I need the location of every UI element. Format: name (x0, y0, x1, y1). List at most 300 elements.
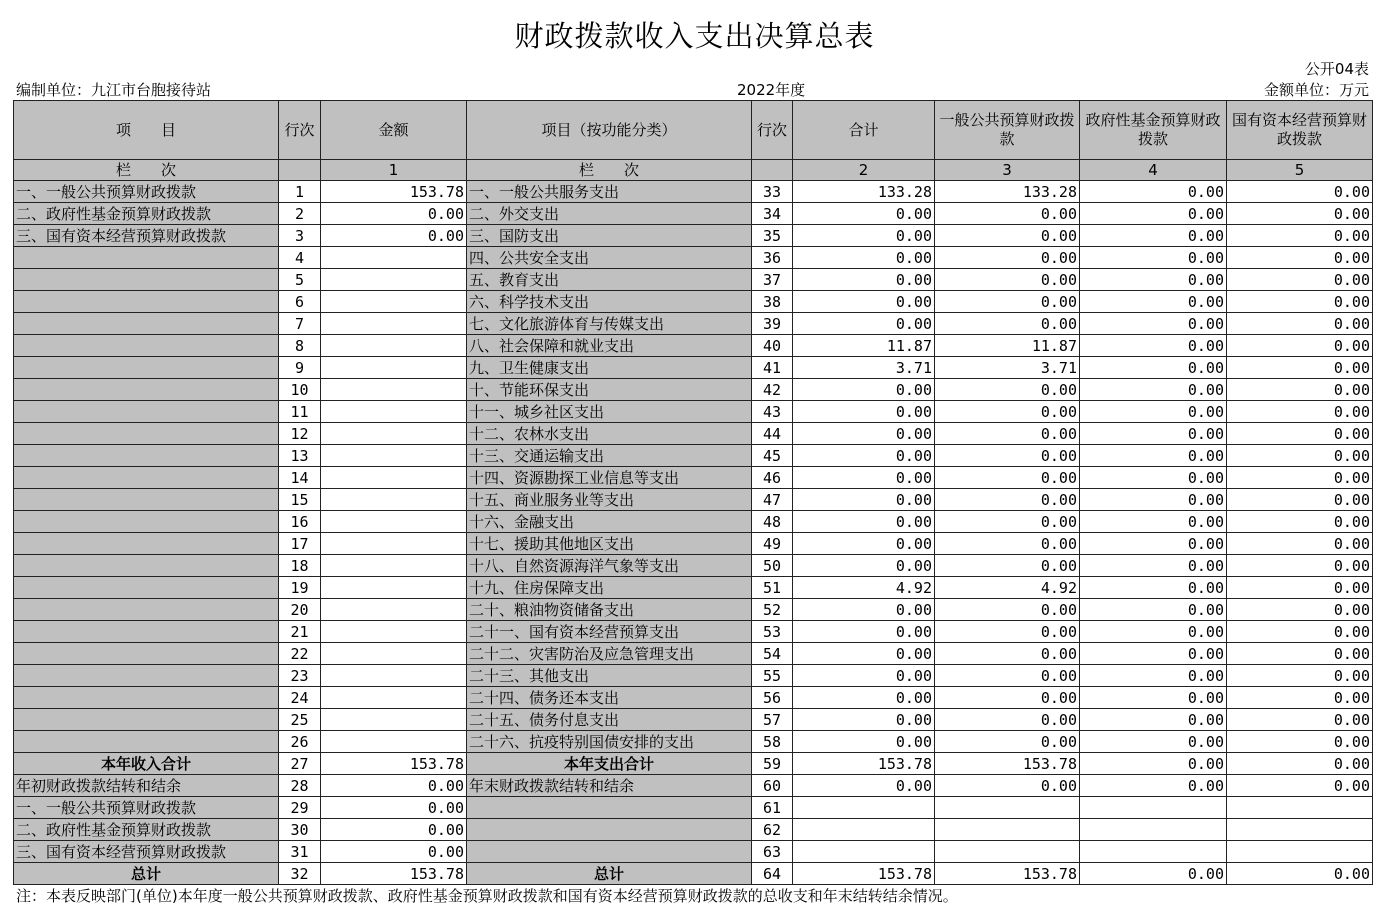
expense-line-no: 34 (752, 203, 793, 225)
income-item: 三、国有资本经营预算财政拨款 (14, 225, 279, 247)
expense-item: 二十二、灾害防治及应急管理支出 (467, 643, 752, 665)
expense-gov-fund: 0.00 (1080, 181, 1227, 203)
expense-gov-fund: 0.00 (1080, 555, 1227, 577)
income-item (14, 313, 279, 335)
income-line-no: 23 (279, 665, 321, 687)
income-line-no: 25 (279, 709, 321, 731)
expense-gov-fund: 0.00 (1080, 731, 1227, 753)
income-item (14, 599, 279, 621)
expense-line-no: 33 (752, 181, 793, 203)
expense-state-capital: 0.00 (1227, 687, 1373, 709)
expense-item: 七、文化旅游体育与传媒支出 (467, 313, 752, 335)
income-item: 二、政府性基金预算财政拨款 (14, 819, 279, 841)
income-amount (321, 511, 467, 533)
carry-detail-row (14, 819, 1373, 841)
expense-general: 0.00 (935, 687, 1080, 709)
expense-gov-fund: 0.00 (1080, 643, 1227, 665)
expense-item: 二十、粮油物资储备支出 (467, 599, 752, 621)
expense-line-no: 45 (752, 445, 793, 467)
income-amount (321, 335, 467, 357)
expense-state-capital: 0.00 (1227, 731, 1373, 753)
income-item (14, 643, 279, 665)
income-line-no: 18 (279, 555, 321, 577)
expense-general: 153.78 (935, 753, 1080, 775)
expense-general: 0.00 (935, 247, 1080, 269)
expense-gov-fund: 0.00 (1080, 753, 1227, 775)
expense-gov-fund: 0.00 (1080, 489, 1227, 511)
expense-item (467, 841, 752, 863)
expense-total: 0.00 (793, 775, 935, 797)
expense-gov-fund: 0.00 (1080, 379, 1227, 401)
table-row (14, 599, 1373, 621)
table-row (14, 467, 1373, 489)
income-line-no: 5 (279, 269, 321, 291)
expense-state-capital: 0.00 (1227, 775, 1373, 797)
income-line-no: 11 (279, 401, 321, 423)
expense-gov-fund: 0.00 (1080, 225, 1227, 247)
income-line-no: 12 (279, 423, 321, 445)
header-item-func: 项目（按功能分类） (467, 101, 752, 160)
income-amount (321, 665, 467, 687)
income-line-no: 26 (279, 731, 321, 753)
income-amount (321, 467, 467, 489)
expense-state-capital (1227, 841, 1373, 863)
expense-line-no: 57 (752, 709, 793, 731)
expense-item: 二十一、国有资本经营预算支出 (467, 621, 752, 643)
expense-total: 0.00 (793, 599, 935, 621)
income-item (14, 247, 279, 269)
expense-gov-fund: 0.00 (1080, 511, 1227, 533)
expense-state-capital: 0.00 (1227, 467, 1373, 489)
table-row (14, 731, 1373, 753)
expense-general: 0.00 (935, 533, 1080, 555)
income-item (14, 511, 279, 533)
income-amount (321, 577, 467, 599)
expense-general: 0.00 (935, 203, 1080, 225)
expense-state-capital: 0.00 (1227, 269, 1373, 291)
income-item: 三、国有资本经营预算财政拨款 (14, 841, 279, 863)
income-amount (321, 599, 467, 621)
expense-total: 0.00 (793, 467, 935, 489)
expense-general (935, 797, 1080, 819)
expense-line-no: 49 (752, 533, 793, 555)
expense-total: 133.28 (793, 181, 935, 203)
col-blank (752, 160, 793, 181)
expense-item: 十一、城乡社区支出 (467, 401, 752, 423)
table-row (14, 247, 1373, 269)
expense-total: 0.00 (793, 489, 935, 511)
expense-gov-fund: 0.00 (1080, 863, 1227, 885)
expense-item: 五、教育支出 (467, 269, 752, 291)
expense-general: 0.00 (935, 489, 1080, 511)
expense-general: 0.00 (935, 731, 1080, 753)
income-amount (321, 313, 467, 335)
table-row (14, 621, 1373, 643)
expense-gov-fund: 0.00 (1080, 357, 1227, 379)
expense-total: 0.00 (793, 313, 935, 335)
col-label-left: 栏 次 (14, 160, 279, 181)
expense-item: 本年支出合计 (467, 753, 752, 775)
income-item (14, 731, 279, 753)
income-item (14, 401, 279, 423)
expense-item: 八、社会保障和就业支出 (467, 335, 752, 357)
expense-total: 0.00 (793, 511, 935, 533)
column-number-row (14, 160, 1373, 181)
expense-state-capital: 0.00 (1227, 555, 1373, 577)
income-line-no: 10 (279, 379, 321, 401)
expense-total: 0.00 (793, 665, 935, 687)
income-amount (321, 489, 467, 511)
expense-gov-fund: 0.00 (1080, 775, 1227, 797)
expense-state-capital: 0.00 (1227, 423, 1373, 445)
income-line-no: 14 (279, 467, 321, 489)
expense-item: 二十六、抗疫特别国债安排的支出 (467, 731, 752, 753)
table-row (14, 577, 1373, 599)
income-line-no: 16 (279, 511, 321, 533)
income-amount (321, 731, 467, 753)
expense-total: 0.00 (793, 643, 935, 665)
carry-detail-row (14, 841, 1373, 863)
income-amount (321, 423, 467, 445)
expense-total: 0.00 (793, 379, 935, 401)
income-amount: 0.00 (321, 819, 467, 841)
expense-item: 九、卫生健康支出 (467, 357, 752, 379)
expense-general: 3.71 (935, 357, 1080, 379)
expense-general: 0.00 (935, 599, 1080, 621)
income-item (14, 577, 279, 599)
table-row (14, 423, 1373, 445)
header-row (14, 101, 1373, 160)
expense-total: 0.00 (793, 291, 935, 313)
expense-line-no: 60 (752, 775, 793, 797)
table-row (14, 225, 1373, 247)
table-row (14, 379, 1373, 401)
income-line-no: 29 (279, 797, 321, 819)
expense-total: 0.00 (793, 423, 935, 445)
table-row (14, 335, 1373, 357)
grand-total-row (14, 863, 1373, 885)
expense-item: 二、外交支出 (467, 203, 752, 225)
expense-line-no: 64 (752, 863, 793, 885)
expense-item: 十六、金融支出 (467, 511, 752, 533)
expense-total (793, 841, 935, 863)
expense-line-no: 61 (752, 797, 793, 819)
expense-state-capital: 0.00 (1227, 247, 1373, 269)
income-amount (321, 687, 467, 709)
income-line-no: 15 (279, 489, 321, 511)
expense-item: 十四、资源勘探工业信息等支出 (467, 467, 752, 489)
expense-state-capital: 0.00 (1227, 533, 1373, 555)
expense-line-no: 37 (752, 269, 793, 291)
income-amount (321, 555, 467, 577)
expense-gov-fund: 0.00 (1080, 599, 1227, 621)
expense-gov-fund: 0.00 (1080, 423, 1227, 445)
income-amount (321, 357, 467, 379)
income-item (14, 467, 279, 489)
income-item (14, 665, 279, 687)
expense-general: 0.00 (935, 511, 1080, 533)
col-blank (279, 160, 321, 181)
expense-state-capital: 0.00 (1227, 445, 1373, 467)
expense-gov-fund: 0.00 (1080, 335, 1227, 357)
header-amount: 金额 (321, 101, 467, 160)
income-line-no: 20 (279, 599, 321, 621)
expense-total: 0.00 (793, 621, 935, 643)
expense-general (935, 841, 1080, 863)
expense-state-capital: 0.00 (1227, 621, 1373, 643)
table-row (14, 181, 1373, 203)
expense-line-no: 59 (752, 753, 793, 775)
income-amount (321, 269, 467, 291)
income-line-no: 3 (279, 225, 321, 247)
header-general: 一般公共预算财政拨款 (935, 101, 1080, 160)
expense-gov-fund: 0.00 (1080, 687, 1227, 709)
expense-general: 0.00 (935, 643, 1080, 665)
income-item (14, 269, 279, 291)
income-line-no: 19 (279, 577, 321, 599)
expense-line-no: 42 (752, 379, 793, 401)
expense-line-no: 41 (752, 357, 793, 379)
col-label-right: 栏 次 (467, 160, 752, 181)
table-row (14, 665, 1373, 687)
expense-state-capital: 0.00 (1227, 203, 1373, 225)
income-line-no: 21 (279, 621, 321, 643)
expense-line-no: 39 (752, 313, 793, 335)
income-item: 本年收入合计 (14, 753, 279, 775)
expense-line-no: 46 (752, 467, 793, 489)
income-line-no: 7 (279, 313, 321, 335)
expense-gov-fund: 0.00 (1080, 269, 1227, 291)
expense-state-capital: 0.00 (1227, 401, 1373, 423)
income-amount: 0.00 (321, 797, 467, 819)
income-amount: 0.00 (321, 841, 467, 863)
income-item (14, 357, 279, 379)
table-row (14, 445, 1373, 467)
income-item (14, 687, 279, 709)
table-row (14, 269, 1373, 291)
expense-line-no: 48 (752, 511, 793, 533)
expense-general: 153.78 (935, 863, 1080, 885)
expense-state-capital: 0.00 (1227, 511, 1373, 533)
table-row (14, 533, 1373, 555)
expense-state-capital: 0.00 (1227, 225, 1373, 247)
expense-general: 0.00 (935, 665, 1080, 687)
form-number: 公开04表 (1304, 60, 1369, 78)
expense-state-capital: 0.00 (1227, 291, 1373, 313)
income-item: 二、政府性基金预算财政拨款 (14, 203, 279, 225)
expense-general: 0.00 (935, 291, 1080, 313)
header-state-capital: 国有资本经营预算财政拨款 (1227, 101, 1373, 160)
income-item (14, 621, 279, 643)
expense-item: 二十四、债务还本支出 (467, 687, 752, 709)
expense-total: 0.00 (793, 401, 935, 423)
income-line-no: 6 (279, 291, 321, 313)
income-item: 一、一般公共预算财政拨款 (14, 797, 279, 819)
table-row (14, 555, 1373, 577)
expense-total: 0.00 (793, 445, 935, 467)
expense-state-capital: 0.00 (1227, 357, 1373, 379)
income-amount (321, 291, 467, 313)
income-item (14, 533, 279, 555)
expense-line-no: 36 (752, 247, 793, 269)
expense-line-no: 63 (752, 841, 793, 863)
income-line-no: 31 (279, 841, 321, 863)
expense-state-capital: 0.00 (1227, 181, 1373, 203)
expense-total: 153.78 (793, 863, 935, 885)
expense-line-no: 62 (752, 819, 793, 841)
income-line-no: 32 (279, 863, 321, 885)
expense-total: 11.87 (793, 335, 935, 357)
expense-general: 0.00 (935, 423, 1080, 445)
expense-general: 0.00 (935, 555, 1080, 577)
carry-row (14, 775, 1373, 797)
expense-line-no: 52 (752, 599, 793, 621)
income-amount (321, 401, 467, 423)
header-line2: 行次 (752, 101, 793, 160)
table-row (14, 489, 1373, 511)
expense-line-no: 38 (752, 291, 793, 313)
expense-item: 十七、援助其他地区支出 (467, 533, 752, 555)
expense-general: 0.00 (935, 225, 1080, 247)
expense-item: 十五、商业服务业等支出 (467, 489, 752, 511)
expense-state-capital: 0.00 (1227, 335, 1373, 357)
income-line-no: 17 (279, 533, 321, 555)
money-unit: 金额单位：万元 (1263, 81, 1369, 99)
income-amount (321, 247, 467, 269)
income-item: 一、一般公共预算财政拨款 (14, 181, 279, 203)
income-item: 总计 (14, 863, 279, 885)
expense-state-capital (1227, 819, 1373, 841)
expense-general: 0.00 (935, 445, 1080, 467)
income-item (14, 335, 279, 357)
expense-gov-fund: 0.00 (1080, 401, 1227, 423)
expense-gov-fund: 0.00 (1080, 313, 1227, 335)
table-row (14, 401, 1373, 423)
expense-item: 十九、住房保障支出 (467, 577, 752, 599)
expense-gov-fund: 0.00 (1080, 203, 1227, 225)
header-total: 合计 (793, 101, 935, 160)
income-line-no: 4 (279, 247, 321, 269)
income-line-no: 27 (279, 753, 321, 775)
income-line-no: 30 (279, 819, 321, 841)
table-row (14, 203, 1373, 225)
income-amount (321, 445, 467, 467)
expense-gov-fund: 0.00 (1080, 467, 1227, 489)
expense-general: 0.00 (935, 401, 1080, 423)
expense-line-no: 54 (752, 643, 793, 665)
compiling-unit: 编制单位：九江市台胞接待站 (16, 81, 212, 99)
expense-total: 0.00 (793, 687, 935, 709)
expense-item: 十三、交通运输支出 (467, 445, 752, 467)
income-item (14, 709, 279, 731)
expense-state-capital: 0.00 (1227, 577, 1373, 599)
col-4: 4 (1080, 160, 1227, 181)
income-amount: 0.00 (321, 225, 467, 247)
expense-state-capital: 0.00 (1227, 863, 1373, 885)
income-line-no: 9 (279, 357, 321, 379)
year-total-row (14, 753, 1373, 775)
expense-gov-fund (1080, 841, 1227, 863)
expense-gov-fund: 0.00 (1080, 709, 1227, 731)
expense-general: 0.00 (935, 621, 1080, 643)
expense-state-capital (1227, 797, 1373, 819)
expense-item: 十八、自然资源海洋气象等支出 (467, 555, 752, 577)
expense-state-capital: 0.00 (1227, 643, 1373, 665)
expense-general: 0.00 (935, 379, 1080, 401)
table-row (14, 643, 1373, 665)
expense-line-no: 47 (752, 489, 793, 511)
header-item: 项 目 (14, 101, 279, 160)
header-line: 行次 (279, 101, 321, 160)
expense-item: 一、一般公共服务支出 (467, 181, 752, 203)
expense-gov-fund: 0.00 (1080, 291, 1227, 313)
expense-total (793, 819, 935, 841)
income-amount: 0.00 (321, 203, 467, 225)
page-title: 财政拨款收入支出决算总表 (514, 19, 875, 53)
expense-gov-fund: 0.00 (1080, 665, 1227, 687)
income-item (14, 379, 279, 401)
income-amount (321, 533, 467, 555)
expense-state-capital: 0.00 (1227, 313, 1373, 335)
expense-total: 0.00 (793, 709, 935, 731)
col-2: 2 (793, 160, 935, 181)
income-amount: 153.78 (321, 863, 467, 885)
income-item: 年初财政拨款结转和结余 (14, 775, 279, 797)
expense-total: 153.78 (793, 753, 935, 775)
expense-total: 3.71 (793, 357, 935, 379)
expense-general: 0.00 (935, 467, 1080, 489)
footnote: 注：本表反映部门(单位)本年度一般公共预算财政拨款、政府性基金预算财政拨款和国有资本经营预算财政拨款的总收支和年末结转结余情况。 (16, 887, 958, 905)
expense-item: 十、节能环保支出 (467, 379, 752, 401)
expense-general: 0.00 (935, 269, 1080, 291)
expense-item: 年末财政拨款结转和结余 (467, 775, 752, 797)
expense-item (467, 819, 752, 841)
table-row (14, 313, 1373, 335)
expense-general: 0.00 (935, 313, 1080, 335)
expense-line-no: 58 (752, 731, 793, 753)
table-row (14, 291, 1373, 313)
header-gov-fund: 政府性基金预算财政拨款 (1080, 101, 1227, 160)
income-item (14, 291, 279, 313)
expense-item: 二十三、其他支出 (467, 665, 752, 687)
expense-gov-fund: 0.00 (1080, 445, 1227, 467)
expense-gov-fund: 0.00 (1080, 621, 1227, 643)
income-amount: 153.78 (321, 181, 467, 203)
income-amount (321, 643, 467, 665)
expense-item: 十二、农林水支出 (467, 423, 752, 445)
income-line-no: 13 (279, 445, 321, 467)
expense-general: 133.28 (935, 181, 1080, 203)
expense-gov-fund: 0.00 (1080, 247, 1227, 269)
income-line-no: 1 (279, 181, 321, 203)
income-amount (321, 709, 467, 731)
expense-gov-fund: 0.00 (1080, 577, 1227, 599)
expense-item (467, 797, 752, 819)
income-item (14, 489, 279, 511)
expense-gov-fund (1080, 819, 1227, 841)
income-amount: 0.00 (321, 775, 467, 797)
expense-state-capital: 0.00 (1227, 665, 1373, 687)
expense-line-no: 40 (752, 335, 793, 357)
expense-state-capital: 0.00 (1227, 753, 1373, 775)
expense-state-capital: 0.00 (1227, 489, 1373, 511)
col-3: 3 (935, 160, 1080, 181)
income-item (14, 555, 279, 577)
expense-state-capital: 0.00 (1227, 709, 1373, 731)
col-1: 1 (321, 160, 467, 181)
expense-line-no: 35 (752, 225, 793, 247)
income-item (14, 423, 279, 445)
